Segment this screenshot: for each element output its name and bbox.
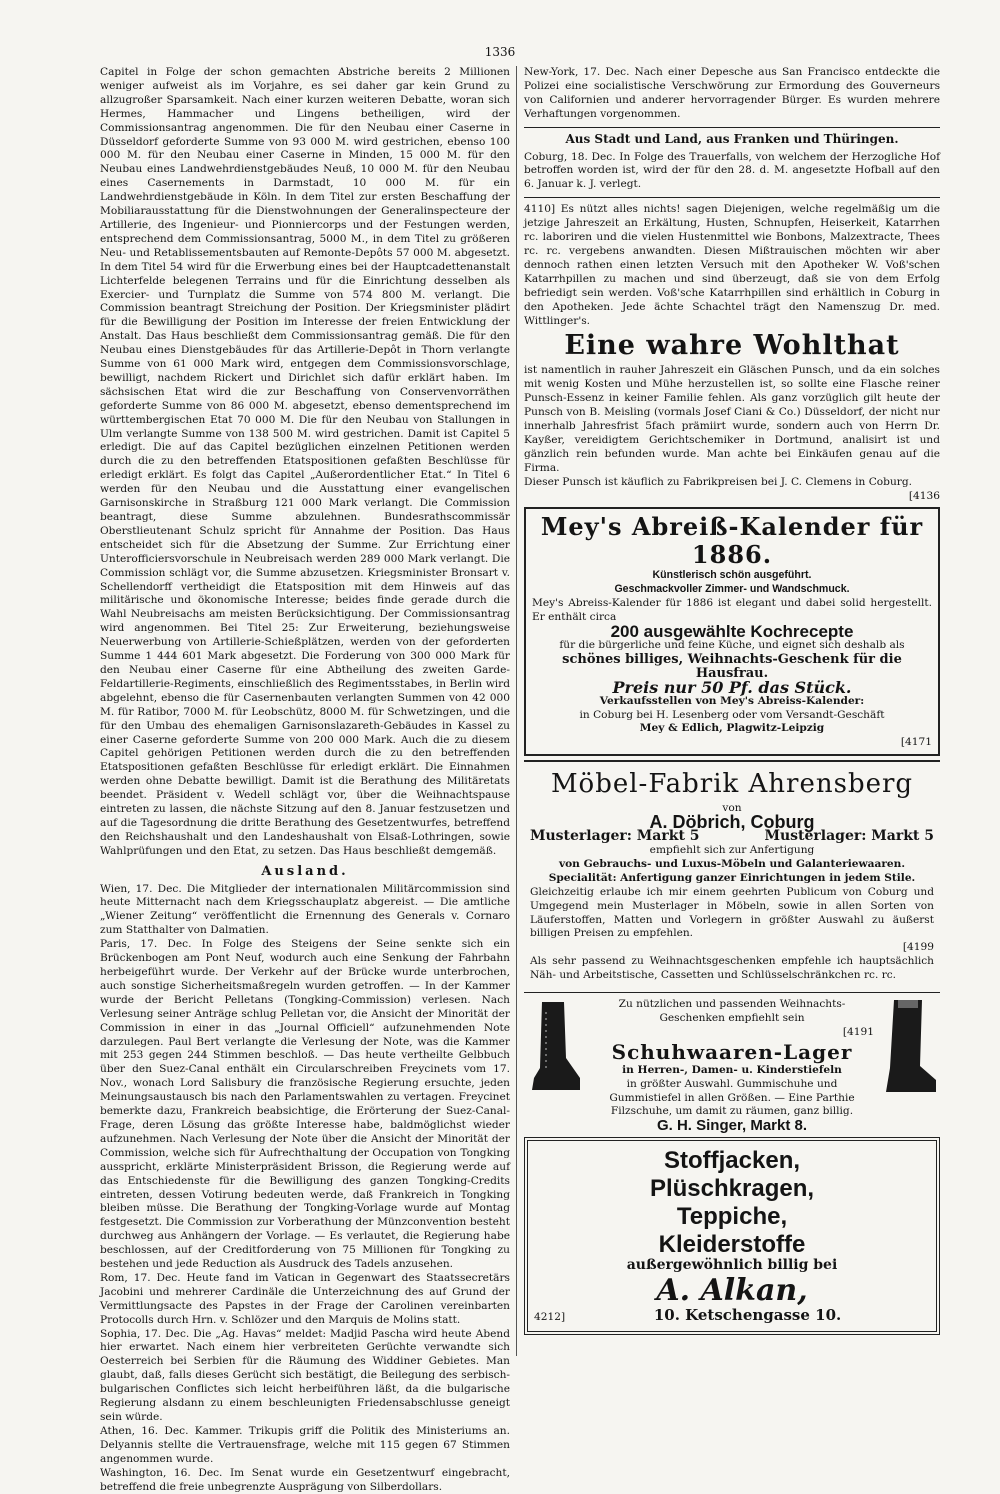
ad-moebel-line5: Als sehr passend zu Weihnachtsgeschenken empfehle ich hauptsächlich Näh- und Arbeitstische, Cassetten und Schlüsselschränkchen rc. rc. (530, 955, 934, 982)
ad-schuh-line2: in Herren-, Damen- u. Kinderstiefeln (622, 1063, 842, 1076)
ad-alkan-line1: Stoffjacken, (663, 1147, 801, 1175)
ad-meys-line10: Mey & Edlich, Plagwitz-Leipzig (639, 722, 825, 735)
news-newyork: New-York, 17. Dec. Nach einer Depesche aus San Francisco entdeckte die Polizei eine socialistische Verschwörung zur Ermordung des Gouverneurs von Californien und anderer hervorragender Bürger. Es wurden mehrere Verhaftungen vorgenommen. (524, 66, 940, 120)
ad-moebel-lager-row (530, 830, 934, 844)
section-rule (524, 127, 940, 128)
ad-alkan-line5: außergewöhnlich billig bei (626, 1257, 838, 1274)
ad-alkan-addr: 10. Ketschengasse 10. (653, 1306, 842, 1325)
ad-schuh (524, 998, 940, 1133)
news-rom: Rom, 17. Dec. Heute fand im Vatican in Gegenwart des Staatssecretärs Jacobini und mehrerer Cardinäle die Unterzeichnung des auf Grund der Vermittlungsacte des Papstes in der Frage der Carolinen vereinbarten Protocolls durch Hrn. v. Schlözer und den Marquis de Molins statt. (100, 1271, 510, 1326)
ad-meys-line6: schönes billiges, Weihnachts-Geschenk für die Hausfrau. (562, 651, 902, 681)
ad-schuh-line3: in größter Auswahl. Gummischuhe und Gummistiefel in allen Größen. — Eine Parthie Filzschuhe, um damit zu räumen, ganz billig. (609, 1077, 855, 1118)
ad-alkan-line2: Plüschkragen, (649, 1175, 815, 1203)
ad-moebel-firm: A. Döbrich, Coburg (649, 812, 815, 833)
parliament-report: Capitel in Folge der schon gemachten Abstriche bereits 2 Millionen weniger aufweist als im Vorjahre, es sei daher gar kein Grund zu allzugroßer Sparsamkeit. Nach einer kurzen weiteren Debatte, woran sich Hermes, Hammacher und Lingens betheiligen, wird der Commissionsantrag angenommen. Die für den Neubau einer Caserne in Düsseldorf geforderte Summe von 93 000 M. wird gestrichen, ebenso 100 000 M. für den Neubau einer Caserne in Minden, 15 000 M. für den Neubau eines Landwehrdienstgebäudes Neuß, 10 000 M. für den Neubau eines Casernements in Darmstadt, 10 000 M. für ein Landwehrdienstgebäude in Köln. In dem Titel zur ersten Beschaffung der Mobiliarausstattung für die Dienstwohnungen der Generalinspecteure der Artillerie, des Ingenieur- und Pionniercorps und der Festungen werden, entsprechend dem Commissionsantrag, 5000 M., in dem Titel zu größeren Neu- und Retablissementsbauten auf Remonte-Depôts 57 000 M. abgesetzt. In dem Titel 54 wird für die Erwerbung eines bei der Hauptcadettenanstalt Lichterfelde belegenen Terrains und für die Einrichtung desselben als Exercier- und Turnplatz die Summe von 574 800 M. verlangt. Die Commission beantragt Streichung der Position. Der Kriegsminister plädirt für die Bewilligung der Position im Interesse der freien Entwicklung der Anstalt. Das Haus beschließt dem Commissionsantrag gemäß. Die für den Neubau eines Dienstgebäudes für das Artillerie-Depôt in Thorn verlangte Summe von 61 000 Mark wird, entgegen dem Commissionsvorschlage, bewilligt, nachdem Rickert und Dirichlet sich dafür erklärt haben. Im sächsischen Etat wird die zur Beschaffung von Conservenvorräthen geforderte Summe von 86 000 M. abgesetzt, ebenso dementsprechend im württembergischen Etat 70 000 M. Die für den Neubau von Stallungen in Ulm verlangte Summe von 138 500 M. wird gestrichen. Damit ist Capitel 5 erledigt. Die auf das Capitel bezüglichen einzelnen Petitionen werden durch die zu den betreffenden Etatspositionen gefaßten Beschlüsse für erledigt erklärt. Es folgt das Capitel „Außerordentlicher Etat.“ In Titel 6 werden für den Neubau und die Ausstattung einer evangelischen Garnisonskirche in Straßburg 121 000 Mark verlangt. Die Commission beantragt, diese Summe abzulehnen. Bundesrathscommissär Oberstlieutenant Schulz spricht für Annahme der Position. Das Haus entscheidet sich für die Absetzung der Summe. Zur Errichtung einer Unterofficiersvorschule in Neubreisach werden 289 000 Mark verlangt. Die Commission schlägt vor, die Summe abzusetzen. Kriegsminister Bronsart v. Schellendorff vertheidigt die Etatsposition mit dem Hinweis auf das militärische und ökonomische Interesse; beides finde gerade durch die Wahl Neubreisachs am meisten Berücksichtigung. Der Commissionsantrag wird angenommen. Bei Titel 25: Zur Erweiterung, beziehungsweise Neuerwerbung von Artillerie-Schießplätzen, werden von der geforderten Summe 1 444 601 Mark abgesetzt. Die Forderung von 300 000 Mark für den Neubau einer Caserne für eine Abtheilung des zweiten Garde-Feldartillerie-Regiments, einschließlich des Regimentsstabes, in Berlin wird abgelehnt, ebenso die für Casernenbauten verlangten Summen von 42 000 M. für Ratibor, 7000 M. für Leobschütz, 8000 M. für Schwetzingen, und die für den Umbau des ehemaligen Garnisonslazareth-Gebäudes in Kassel zu einer Caserne geforderte Summe von 200 000 Mark. Auch die zu diesem Capitel gehörigen Petitionen werden durch die zu den betreffenden Etatspositionen gefaßten Beschlüsse für erledigt erklärt. Die Einnahmen werden ohne Debatte bewilligt. Damit ist die Berathung des Militäretats beendet. Präsident v. Wedell schlägt vor, über die Weihnachtspause eintreten zu lassen, die nächste Sitzung auf den 8. Januar festzusetzen und auf die Tagesordnung die dritte Berathung des Gesetzentwurfes, betreffend den Reichshaushalt und den Landeshaushalt von Elsaß-Lothringen, sowie Wahlprüfungen und den Etat, zu setzen. Das Haus beschließt demgemäß. (100, 66, 510, 857)
ad-alkan-ref: 4212] (534, 1311, 566, 1324)
ad-meys-line5: für die bürgerliche und feine Küche, und eignet sich deshalb als (559, 639, 905, 651)
ausland-heading: Ausland. (261, 863, 349, 879)
ad-punsch-ref: [4136 (908, 489, 940, 502)
ad-schuh-ref: [4191 (842, 1025, 874, 1038)
ad-punsch-headline: Eine wahre Wohlthat (564, 330, 900, 362)
ad-moebel-line1: empfiehlt sich zur Anfertigung (649, 843, 815, 856)
ad-alkan-line4: Kleiderstoffe (658, 1231, 806, 1259)
news-athen: Athen, 16. Dec. Kammer. Trikupis griff die Politik des Ministeriums an. Delyannis stellte die Vertrauensfrage, welche mit 115 gegen 67 Stimmen angenommen wurde. (100, 1424, 510, 1465)
ad-schuh-firm: G. H. Singer, Markt 8. (656, 1117, 808, 1134)
ad-schuh-title: Schuhwaaren-Lager (611, 1039, 853, 1064)
ad-alkan-line3: Teppiche, (676, 1203, 788, 1231)
news-wien: Wien, 17. Dec. Die Mitglieder der internationalen Militärcommission sind heute Mitternacht nach dem Kriegsschauplatz abgereist. — Die amtliche „Wiener Zeitung“ veröffentlicht die Ernennung des Generals v. Cornaro zum Statthalter von Dalmatien. (100, 882, 510, 937)
ad-alkan (524, 1137, 940, 1335)
ad-meys-line7: Preis nur 50 Pf. das Stück. (612, 677, 852, 697)
ad-moebel-von: von (722, 802, 742, 815)
ad-meys-title: Mey's Abreiß-Kalender für 1886. (540, 512, 924, 570)
ad-punsch-text3: Dieser Punsch ist käuflich zu Fabrikpreisen bei J. C. Clemens in Coburg. (524, 475, 912, 488)
ad-alkan-footer (534, 1306, 930, 1325)
ad-moebel-ref: [4199 (902, 941, 934, 954)
ad-meys-line2: Geschmackvoller Zimmer- und Wandschmuck. (614, 583, 850, 596)
ad-moebel (524, 760, 940, 987)
left-column (100, 66, 510, 1494)
ladies-boot-icon (524, 998, 584, 1098)
ad-meys-line9: in Coburg bei H. Lesenberg oder vom Versandt-Geschäft (579, 708, 885, 721)
page-number: 1336 (484, 45, 516, 59)
men-boot-icon (880, 998, 940, 1098)
ad-meys (524, 507, 940, 756)
ad-moebel-line3: Specialität: Anfertigung ganzer Einrichtungen in jedem Stile. (548, 871, 916, 884)
ad-moebel-line4: Gleichzeitig erlaube ich mir einem geehrten Publicum von Coburg und Umgegend mein Musterlager in Möbeln, sowie in allen Sorten von Läuferstoffen, Matten und Vorlegern in größter Auswahl zu äußerst billigen Preisen zu empfehlen. (530, 885, 934, 940)
ad-punsch-text1: 4110] Es nützt alles nichts! sagen Diejenigen, welche regelmäßig um die jetzige Jahreszeit an Erkältung, Husten, Schnupfen, Heiserkeit, Katarrhen rc. laboriren und die vielen Hustenmittel wie Bonbons, Malzextracte, Thees rc. rc. vergebens anwandten. Diesen Mißtrauischen möchten wir aber dennoch rathen einen letzten Versuch mit den Apotheker W. Voß'schen Katarrhpillen zu machen und sind überzeugt, daß sie von dem Erfolg befriedigt sein werden. Voß'sche Katarrhpillen sind erhältlich in Coburg in den Apotheken. Jede ächte Schachtel trägt den Namenszug Dr. med. Wittlinger's. (524, 203, 940, 327)
ad-meys-ref: [4171 (900, 736, 932, 749)
ad-moebel-title: Möbel-Fabrik Ahrensberg (550, 769, 914, 800)
news-sophia: Sophia, 17. Dec. Die „Ag. Havas“ meldet: Madjid Pascha wird heute Abend hier erwartet. Nach einem hier verbreiteten Gerüchte verwandte sich Oesterreich bei Serbien für die Räumung des Widdiner Gebietes. Man glaubt, daß, falls dieses Gerücht sich bestätigt, die Beilegung des serbisch-bulgarischen Conflictes sich leicht herbeiführen läßt, da die bulgarische Regierung alsdann zu einem beschleunigten Friedensabschlusse geneigt sein würde. (100, 1327, 510, 1423)
section-rule (524, 992, 940, 993)
ad-moebel-lager-right: Musterlager: Markt 5 (764, 828, 934, 845)
column-divider (516, 66, 517, 1356)
ad-moebel-lager-left: Musterlager: Markt 5 (530, 828, 700, 845)
ad-meys-line4: 200 ausgewählte Kochrecepte (610, 622, 854, 642)
ad-punsch (524, 203, 940, 503)
ad-schuh-line1: Zu nützlichen und passenden Weihnachts-Geschenken empfiehlt sein (618, 998, 846, 1024)
section-rule (524, 197, 940, 198)
ad-meys-line1: Künstlerisch schön ausgeführt. (652, 569, 812, 582)
news-paris: Paris, 17. Dec. In Folge des Steigens der Seine senkte sich ein Brückenbogen am Pont Neuf, wodurch auch eine Senkung der Fahrbahn herbeigeführt wurde. Der Verkehr auf der Brücke wurde unterbrochen, auch sonstige Sicherheitsmaßregeln wurden getroffen. — In der Kammer wurde der Bericht Pelletans (Tongking-Commission) verlesen. Nach Verlesung seiner Anträge schlug Pelletan vor, die Ansicht der Minorität der Commission in einer in das „Journal Officiell“ aufzunehmenden Note darzulegen. Paul Bert verlangte die Verlesung der Note, was die Kammer mit 253 gegen 244 Stimmen beschloß. — Das heute vertheilte Gelbbuch über den Suez-Canal enthält ein Circularschreiben Freycinets vom 17. Nov., wonach Lord Salisbury die französische Regierung ersuchte, jeden Meinungsaustausch bis nach den Parlamentswahlen zu vertagen. Freycinet bemerkte dazu, Frankreich beabsichtige, die Erörterung der Suez-Canal-Frage, deren Lösung das größte Interesse habe, baldmöglichst wieder aufzunehmen. Nach Verlesung der Note über die Ansicht der Minorität der Commission, welche sich für Aufrechthaltung der Occupation von Tongking ausspricht, erklärte Ministerpräsident Brisson, die Regierung werde auf das Entschiedenste für die Bewilligung des ganzen Tongking-Credits eintreten, dessen Votirung bedeuten werde, daß Frankreich in Tongking bleiben müsse. Die Berathung der Tongking-Vorlage wurde auf Montag festgesetzt. Die Commission zur Vorberathung der Münzconvention besteht durchweg aus Anhängern der Vorlage. — Es verlautet, die Regierung habe beschlossen, auf der Creditforderung von 75 Millionen für Tongking zu bestehen und jede Reduction als Ausdruck des Tadels anzusehen. (100, 938, 510, 1271)
ad-moebel-line2: von Gebrauchs- und Luxus-Möbeln und Galanteriewaaren. (558, 857, 906, 870)
ad-meys-line3: Mey's Abreiss-Kalender für 1886 ist elegant und dabei solid hergestellt. Er enthält circa (532, 597, 932, 624)
ad-alkan-firm: A. Alkan, (656, 1273, 808, 1309)
local-heading: Aus Stadt und Land, aus Franken und Thüringen. (565, 131, 899, 146)
ad-punsch-text2: ist namentlich in rauher Jahreszeit ein Gläschen Punsch, und da ein solches mit wenig Kosten und Mühe herzustellen ist, so sollte eine Flasche reiner Punsch-Essenz in keiner Familie fehlen. Als ganz vorzüglich gilt heute der Punsch von B. Meisling (vormals Josef Ciani & Co.) Düsseldorf, der nicht nur innerhalb Jahresfrist 5fach prämiirt wurde, sondern auch von Herrn Dr. Kayßer, vereidigtem Gerichtschemiker in Dortmund, analisirt ist und gänzlich rein befunden wurde. Man achte bei Einkäufen genau auf die Firma. (524, 364, 940, 474)
news-washington: Washington, 16. Dec. Im Senat wurde ein Gesetzentwurf eingebracht, betreffend die freie unbegrenzte Ausprägung von Silberdollars. (100, 1466, 510, 1493)
right-column (524, 66, 940, 1339)
news-coburg: Coburg, 18. Dec. In Folge des Trauerfalls, von welchem der Herzogliche Hof betroffen worden ist, wird der für den 28. d. M. angesetzte Hofball auf den 6. Januar k. J. verlegt. (524, 150, 940, 191)
ad-meys-line8: Verkaufsstellen von Mey's Abreiss-Kalender: (599, 694, 865, 707)
